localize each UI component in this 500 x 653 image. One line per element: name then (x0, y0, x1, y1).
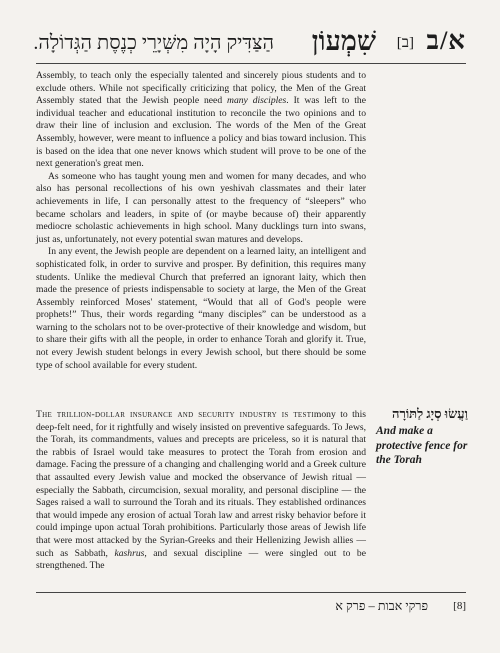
page-footer (36, 598, 466, 618)
emphasis-text: many disciples (227, 95, 287, 107)
margin-heading (376, 406, 468, 468)
section-lead-in: The trillion-dollar insurance and security industry is testi (36, 409, 314, 420)
paragraph: In any event, the Jewish people are dependent on a learned laity, an intelligent and sophisticated folk, in order to survive and prosper. By definition, this requires many students. Unlike the medieval Church that preferred an ignorant laity, which then made the presence of priests indispensable to society at large, the Men of the Great Assembly reinforced Moses' statement, “Would that all of God's people were prophets!” Thus, their words regarding “many disciples” can be understood as a warning to the scholars not to be over-protective of their knowledge and wisdom, but to share their gifts with all the people, in order to enhance Torah and glorify it. True, not every Jewish student belongs in every Jewish school, but there should be some type of school available for every student. (36, 246, 366, 371)
paragraph-text: . It was left to the individual teacher and educational institution to reconcile the two opinions and to draw their line of inclusion and exclusion. The words of the Men of the Great Assembly, however, were meant to influence a policy and bias toward inclusion. This is based on the idea that one never knows which student will prove to be one of the next generation's great men. (36, 95, 366, 170)
margin-heading-english: And make a protective fence for the Torah (376, 425, 468, 466)
paragraph-text: mony to this deep-felt need, for it rightfully and wisely insisted on preventive safeguards. To Jews, the Torah, its commandments, values and precepts are priceless, so it is natural that the rabbis of Israel would take measures to protect the Torah from erosion and damage. Facing the pressure of a changing and challenging world and a Greek culture that assaulted every Jewish value and mocked the observance of Jewish ritual — especially the Sabbath, circumcision, sexual morality, and personal discipline — the Sages raised a wall to surround the Torah and its rituals. They established ordinances that would impede any erosion of actual Torah law and arrest risky behavior before it could impinge upon actual Torah prohibitions. Particularly those areas of Jewish life that were most attacked by the Syrian-Greeks and their Hellenizing Jewish allies — such as Sabbath, (36, 409, 366, 559)
hebrew-page-number: א/ב (426, 26, 466, 55)
header-rule (36, 63, 466, 64)
paragraph-text: , and sexual discipline — were singled out to be strengthened. The (36, 547, 366, 572)
book-chapter-title: פרקי אבות – פרק א (335, 599, 428, 613)
paragraph (36, 70, 366, 171)
footer-rule (36, 592, 466, 593)
paragraph: As someone who has taught young men and women for many decades, and who also has personal recollections of his own yeshivah classmates and their later achievements in life, I can personally attest to the frequency of “sleepers” who became scholars and leaders, in spite of (or maybe because of) their apparently mediocre scholastic achievements in high school. Many ducklings turn into swans, just as, unfortunately, not every potential swan matures and develops. (36, 170, 366, 245)
page-number: [8] (453, 600, 466, 612)
paragraph (36, 409, 366, 573)
paragraph-text: Assembly, to teach only the especially talented and sincerely pious students and to exclude others. While not specifically criticizing that policy, the Men of the Great Assembly stated that the Jewish people need (36, 70, 366, 107)
mishnah-lead-word: שִׁמְעוֹן (311, 26, 376, 56)
mishnah-number: [ב] (396, 35, 414, 51)
commentary-section-fence (36, 409, 366, 573)
commentary-column (36, 70, 366, 372)
page-header (33, 24, 466, 60)
mishnah-text: הַצַּדִּיק הָיָה מִשְּׁיָרֵי כְנֶסֶת הַגְּדוֹלָה. (33, 32, 274, 54)
emphasis-text: kashrus (114, 547, 145, 559)
margin-heading-hebrew: וַעֲשׂוּ סְיָג לַתּוֹרָה (391, 406, 468, 421)
